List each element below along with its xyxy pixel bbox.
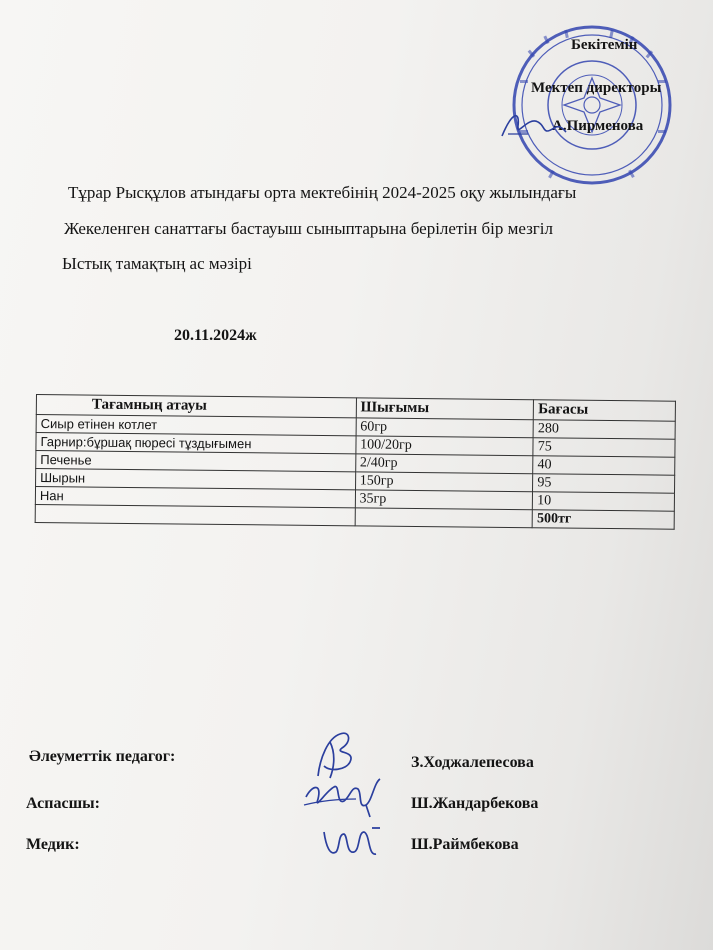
dish-yield: 60гр bbox=[356, 418, 534, 438]
dish-yield: 150гр bbox=[355, 472, 533, 492]
dish-price: 40 bbox=[533, 456, 675, 475]
dish-yield: 100/20гр bbox=[356, 436, 534, 456]
signature-social-pedagogue bbox=[300, 728, 370, 780]
dish-name: Гарнир:бұршақ пюресі тұздығымен bbox=[36, 433, 356, 454]
total-price: 500тг bbox=[532, 510, 674, 529]
menu-date: 20.11.2024ж bbox=[174, 327, 257, 344]
signature-medic bbox=[318, 822, 388, 862]
dish-name: Нан bbox=[35, 487, 355, 508]
role-social-pedagogue: Әлеуметтік педагог: bbox=[29, 748, 176, 765]
dish-price: 10 bbox=[533, 492, 675, 511]
dish-price: 95 bbox=[533, 474, 675, 493]
role-cook: Аспасшы: bbox=[26, 795, 100, 812]
dish-yield: 35гр bbox=[355, 490, 533, 510]
dish-yield: 2/40гр bbox=[355, 454, 533, 474]
signature-cook bbox=[300, 775, 390, 819]
dish-price: 75 bbox=[533, 438, 675, 457]
role-medic: Медик: bbox=[26, 836, 80, 853]
name-medic: Ш.Раймбекова bbox=[411, 836, 519, 853]
dish-name: Шырын bbox=[36, 469, 356, 490]
heading-line-1: Тұрар Рысқұлов атындағы орта мектебінің 2024-2025 оқу жылындағы bbox=[68, 183, 577, 202]
dish-name: Сиыр етінен котлет bbox=[36, 415, 356, 436]
menu-table bbox=[35, 394, 676, 530]
name-social-pedagogue: З.Ходжалепесова bbox=[411, 754, 534, 771]
approval-title: Бекітемін bbox=[571, 37, 638, 53]
approval-position: Мектеп директоры bbox=[531, 80, 662, 96]
heading-line-2: Жекеленген санаттағы бастауыш сыныптарына берілетін бір мезгіл bbox=[64, 219, 553, 238]
dish-price: 280 bbox=[533, 420, 675, 439]
header-price: Бағасы bbox=[534, 400, 676, 421]
header-dish-name: Тағамның атауы bbox=[36, 395, 356, 418]
name-cook: Ш.Жандарбекова bbox=[411, 795, 539, 812]
director-signature bbox=[498, 108, 568, 142]
header-yield: Шығымы bbox=[356, 398, 534, 420]
heading-line-3: Ыстық тамақтың ас мәзірі bbox=[62, 254, 252, 273]
dish-name: Печенье bbox=[36, 451, 356, 472]
approval-director-name: А.Пирменова bbox=[552, 118, 644, 134]
